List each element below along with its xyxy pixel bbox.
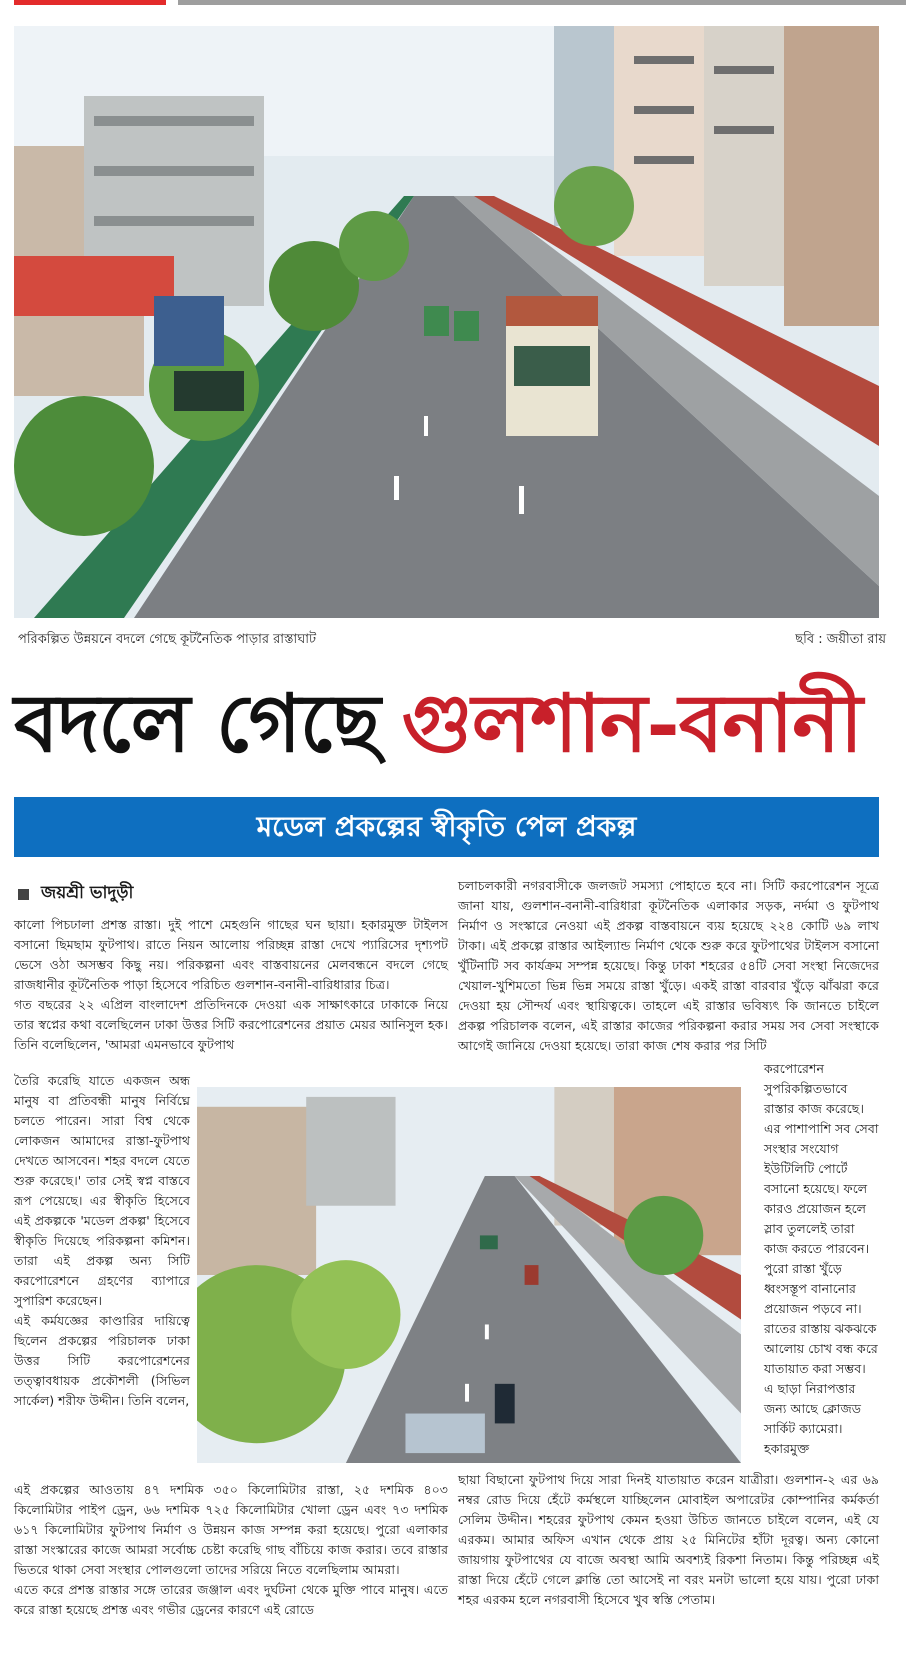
headline-part-red: গুলশান-বনানী: [401, 676, 862, 770]
photo-credit: ছবি : জয়ীতা রায়: [795, 632, 886, 647]
byline-square-icon: [18, 889, 29, 900]
article-column-left-bottom: [14, 1480, 448, 1620]
paragraph: করপোরেশন সুপরিকল্পিতভাবে রাস্তার কাজ করেছে। এর পাশাপাশি সব সেবা সংস্থার সংযোগ ইউটিলিটি পোর্টে বসানো হয়েছে। ফলে কারও প্রয়োজন হলে স্লাব তুললেই তারা কাজ করতে পারবেন। পুরো রাস্তা খুঁড়ে ধ্বংসস্তূপ বানানোর প্রয়োজন পড়বে না। রাতের রাস্তায় ঝকঝকে আলোয় চোখ বন্ধ করে যাতায়াত করা সম্ভব। এ ছাড়া নিরাপত্তার জন্য আছে ক্লোজড সার্কিট ক্যামেরা। হকারমুক্ত: [764, 1061, 879, 1456]
top-rule-red: [14, 0, 166, 5]
article-column-right-top: [458, 876, 879, 1056]
top-rule-gray: [178, 0, 906, 5]
article-column-left-top: [14, 915, 448, 1055]
subheadline-banner: [14, 797, 879, 857]
paragraph: এই প্রকল্পের আওতায় ৪৭ দশমিক ৩৫০ কিলোমিটার রাস্তা, ২৫ দশমিক ৪০৩ কিলোমিটার পাইপ ড্রেন, ৬৬ দশমিক ৭২৫ কিলোমিটার খোলা ড্রেন এবং ৭৩ দশমিক ৬১৭ কিলোমিটার ফুটপাথ নির্মাণ ও উন্নয়ন কাজ সম্পন্ন করা হয়েছে। পুরো এলাকার রাস্তা সংস্কারের কাজে আমরা সর্বোচ্চ চেষ্টা করেছি গাছ বাঁচিয়ে কাজ করার। তবে রাস্তার ভিতরে থাকা সেবা সংস্থার পোলগুলো তাদের সরিয়ে নিতে বলেছিলাম আমরা।: [14, 1482, 448, 1577]
paragraph: ছায়া বিছানো ফুটপাথ দিয়ে সারা দিনই যাতায়াত করেন যাত্রীরা। গুলশান-২ এর ৬৯ নম্বর রোড দিয়ে হেঁটে কর্মস্থলে যাচ্ছিলেন মোবাইল অপারেটর কোম্পানির কর্মকর্তা সেলিম উদ্দীন। শহরের ফুটপাথ কেমন হওয়া উচিত জানতে চাইলে বলেন, এই যে এরকম। আমার অফিস এখান থেকে প্রায় ২৫ মিনিটের হাঁটা দূরত্ব। অন্য কোনো জায়গায় ফুটপাথের যে বাজে অবস্থা আমি অবশ্যই রিকশা নিতাম। কিন্তু পরিচ্ছন্ন এই রাস্তা দিয়ে হেঁটে গেলে ক্লান্তি তো আসেই না বরং মনটা ভালো হয়ে যায়। পুরো ঢাকা শহর এরকম হলে নগরবাসী হিসেবে খুব স্বস্তি পেতাম।: [458, 1472, 879, 1607]
subheadline-text: মডেল প্রকল্পের স্বীকৃতি পেল প্রকল্প: [256, 810, 637, 843]
inset-photo-illustration: [197, 1087, 741, 1463]
inset-photo: [195, 1085, 743, 1465]
paragraph: তৈরি করেছি যাতে একজন অন্ধ মানুষ বা প্রতিবন্ধী মানুষ নির্বিঘ্নে চলতে পারেন। সারা বিশ্ব থেকে লোকজন আমাদের রাস্তা-ফুটপাথ দেখতে আসবেন। শহর বদলে যেতে শুরু করেছে।' তার সেই স্বপ্ন বাস্তবে রূপ পেয়েছে। এর স্বীকৃতি হিসেবে এই প্রকল্পকে 'মডেল প্রকল্প' হিসেবে স্বীকৃতি দিয়েছে পরিকল্পনা কমিশন। তারা এই প্রকল্প অন্য সিটি করপোরেশনে গ্রহণের ব্যাপারে সুপারিশ করেছেন।: [14, 1073, 190, 1308]
article-column-right-bottom: [458, 1470, 879, 1610]
paragraph: এতে করে প্রশস্ত রাস্তার সঙ্গে তারের জঞ্জাল এবং দুর্ঘটনা থেকে মুক্তি পাবে মানুষ। এতে করে রাস্তা হয়েছে প্রশস্ত এবং গভীর ড্রেনের কারণে এই রোডে: [14, 1582, 448, 1617]
headline-part-black: বদলে গেছে: [14, 676, 380, 770]
paragraph: চলাচলকারী নগরবাসীকে জলজট সমস্যা পোহাতে হবে না। সিটি করপোরেশন সূত্রে জানা যায়, গুলশান-বনানী-বারিধারা কূটনৈতিক এলাকার সড়ক, নর্দমা ও ফুটপাথ নির্মাণ ও সংস্কারে নেওয়া এই প্রকল্প বাস্তবায়নে ব্যয় হয়েছে ২২৪ কোটি ৬৯ লাখ টাকা। এই প্রকল্পে রাস্তার আইল্যান্ড নির্মাণ থেকে শুরু করে ফুটপাথের টাইলস বসানো খুঁটিনাটি সব কার্যক্রম সম্পন্ন হয়েছে। কিন্তু ঢাকা শহরের ৫৪টি সেবা সংস্থা নিজেদের খেয়াল-খুশিমতো ভিন্ন ভিন্ন সময়ে রাস্তা খুঁড়ে। একই রাস্তা বারবার খুঁড়ে ঝাঁঝরা করে দেওয়া হয় সৌন্দর্য এবং স্থায়িত্বকে। তাহলে এই রাস্তার ভবিষ্যৎ কি জানতে চাইলে প্রকল্প পরিচালক বলেন, এই রাস্তার কাজের পরিকল্পনা করার সময় সব সেবা সংস্থাকে আগেই জানিয়ে দেওয়া হয়েছে। তারা কাজ শেষ করার পর সিটি: [458, 878, 879, 1053]
byline-author: জয়শ্রী ভাদুড়ী: [41, 883, 134, 903]
paragraph: কালো পিচঢালা প্রশস্ত রাস্তা। দুই পাশে মেহগুনি গাছের ঘন ছায়া। হকারমুক্ত টাইলস বসানো ছিমছাম ফুটপাথ। রাতে নিয়ন আলোয় পরিচ্ছন্ন রাস্তা দেখে প্যারিসের দৃশ্যপট ভেসে ওঠা অসম্ভব কিছু নয়। পরিকল্পনা এবং বাস্তবায়নের মেলবন্ধনে বদলে গেছে রাজধানীর কূটনৈতিক পাড়া হিসেবে পরিচিত গুলশান-বনানী-বারিধারার চিত্র।: [14, 917, 448, 992]
photo-caption: পরিকল্পিত উন্নয়নে বদলে গেছে কূটনৈতিক পাড়ার রাস্তাঘাট: [18, 632, 317, 647]
paragraph: এই কর্মযজ্ঞের কাণ্ডারির দায়িত্বে ছিলেন প্রকল্পের পরিচালক ঢাকা উত্তর সিটি করপোরেশনের তত্ত্বাবধায়ক প্রকৌশলী (সিভিল সার্কেল) শরীফ উদ্দীন। তিনি বলেন,: [14, 1313, 190, 1408]
article-column-right-narrow: [764, 1059, 879, 1459]
headline: [14, 668, 879, 778]
main-photo: [14, 26, 879, 618]
article-column-left-narrow: [14, 1071, 190, 1411]
main-photo-illustration: [14, 26, 879, 618]
byline: [18, 880, 133, 908]
paragraph: গত বছরের ২২ এপ্রিল বাংলাদেশ প্রতিদিনকে দেওয়া এক সাক্ষাৎকারে ঢাকাকে নিয়ে তার স্বপ্নের কথা বলেছিলেন ঢাকা উত্তর সিটি করপোরেশনের প্রয়াত মেয়র আনিসুল হক। তিনি বলেছিলেন, 'আমরা এমনভাবে ফুটপাথ: [14, 997, 448, 1052]
